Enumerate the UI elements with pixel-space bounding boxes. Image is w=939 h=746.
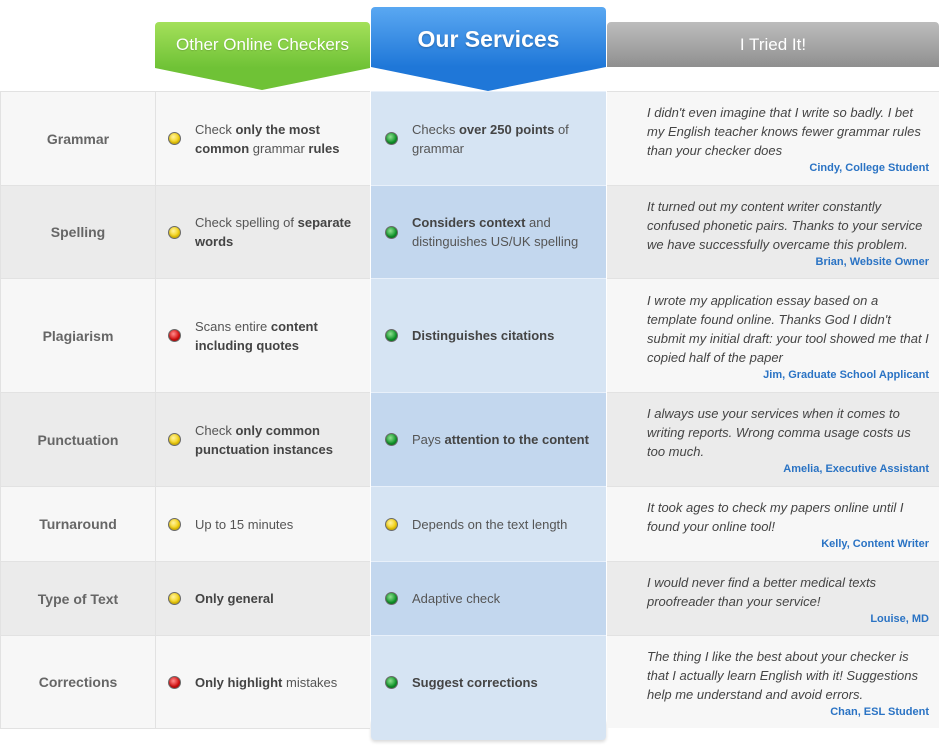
text-part: Depends on the text length: [412, 516, 568, 532]
text-part: only the most common: [195, 121, 320, 156]
text-part: grammar: [249, 140, 309, 156]
other-checkers-text: [195, 515, 293, 534]
testimonial-author: Jim, Graduate School Applicant: [763, 368, 929, 381]
feature-label: Spelling: [0, 185, 155, 278]
status-yellow-icon: [168, 226, 181, 239]
testimonial-author: Kelly, Content Writer: [821, 538, 929, 550]
status-green-icon: [385, 592, 398, 605]
status-green-icon: [385, 226, 398, 239]
our-services-cell: [371, 392, 606, 486]
other-checkers-header: Other Online Checkers: [155, 22, 370, 68]
status-green-icon: [385, 433, 398, 446]
feature-label: Grammar: [0, 91, 155, 185]
our-services-cell: [371, 561, 606, 635]
other-checkers-cell: [155, 561, 370, 635]
text-part: mistakes: [282, 674, 338, 690]
text-part: separate words: [195, 215, 352, 249]
status-yellow-icon: [385, 518, 398, 531]
text-part: Check: [195, 422, 236, 438]
our-services-cell: [371, 486, 606, 561]
testimonial-quote: I didn't even imagine that I write so badly. I bet my English teacher knows fewer grammar rules than your checker does: [647, 105, 921, 158]
text-part: Check: [195, 121, 236, 137]
status-yellow-icon: [168, 132, 181, 145]
testimonial-cell: [607, 561, 939, 635]
table-row: [0, 486, 939, 561]
text-part: Check spelling of: [195, 215, 298, 230]
other-checkers-cell: [155, 91, 370, 185]
testimonial-author: Chan, ESL Student: [830, 705, 929, 718]
testimonial-author: Brian, Website Owner: [815, 255, 929, 268]
other-checkers-text: [195, 421, 370, 459]
other-checkers-cell: [155, 392, 370, 486]
testimonial-cell: [607, 635, 939, 728]
testimonial-quote: It turned out my content writer constantly confused phonetic pairs. Thanks to your service we have successfully overcame this problem.: [647, 198, 923, 252]
our-services-text: [412, 589, 500, 608]
text-part: Distinguishes citations: [412, 328, 555, 343]
testimonial-quote: I always use your services when it comes to writing reports. Wrong comma usage costs us too much.: [647, 406, 911, 459]
testimonial-author: Amelia, Executive Assistant: [783, 463, 929, 475]
text-part: only common punctuation instances: [195, 422, 333, 457]
our-services-text: [412, 430, 589, 449]
status-red-icon: [168, 676, 181, 689]
text-part: Adaptive check: [412, 591, 501, 606]
testimonial-author: Cindy, College Student: [809, 162, 929, 174]
status-green-icon: [385, 132, 398, 145]
table-bottom-border-label: [0, 728, 155, 729]
other-checkers-text: [195, 673, 337, 692]
testimonial-quote: It took ages to check my papers online until I found your online tool!: [647, 500, 904, 534]
text-part: Considers context: [412, 215, 526, 230]
status-green-icon: [385, 329, 398, 342]
testimonial-cell: [607, 278, 939, 392]
our-services-text: [412, 673, 538, 692]
table-row: [0, 278, 939, 392]
feature-label: Plagiarism: [0, 278, 155, 392]
text-part: attention to the content: [444, 432, 589, 447]
other-checkers-text: [195, 120, 370, 158]
our-services-text: [412, 515, 567, 534]
status-yellow-icon: [168, 518, 181, 531]
our-services-cell: [371, 185, 606, 278]
table-row: [0, 185, 939, 278]
text-part: over 250 points: [458, 121, 555, 137]
feature-label: Punctuation: [0, 392, 155, 486]
other-checkers-header-arrow: [155, 68, 370, 90]
testimonial-cell: [607, 486, 939, 561]
table-row: [0, 392, 939, 486]
table-row: [0, 635, 939, 728]
status-yellow-icon: [168, 433, 181, 446]
other-checkers-text: [195, 589, 274, 608]
text-part: Only general: [195, 591, 274, 606]
testimonial-quote: I wrote my application essay based on a template found online. Thanks God I didn't submit my initial draft: your tool showed me that I copied half of the paper: [647, 292, 929, 365]
testimonial-cell: [607, 91, 939, 185]
text-part: Pays: [412, 432, 445, 447]
other-checkers-cell: [155, 278, 370, 392]
other-checkers-text: [195, 317, 370, 355]
feature-label: Corrections: [0, 635, 155, 728]
text-part: content including quotes: [195, 318, 318, 353]
status-green-icon: [385, 676, 398, 689]
other-checkers-cell: [155, 635, 370, 728]
table-row: [0, 561, 939, 635]
our-services-header: Our Services: [371, 7, 606, 67]
our-services-cell: [371, 91, 606, 185]
testimonial-cell: [607, 392, 939, 486]
testimonial-quote: I would never find a better medical texts proofreader than your service!: [647, 574, 877, 609]
other-checkers-text: [195, 213, 370, 251]
testimonial-author: Louise, MD: [870, 612, 929, 625]
our-services-text: [412, 213, 606, 251]
text-part: rules: [308, 140, 340, 156]
text-part: Checks: [412, 121, 459, 137]
our-services-text: [412, 120, 606, 158]
table-bottom-border: [155, 728, 370, 729]
text-part: of grammar: [412, 121, 569, 156]
i-tried-it-header: I Tried It!: [607, 22, 939, 67]
text-part: Suggest corrections: [412, 674, 538, 690]
text-part: Only highlight: [195, 674, 283, 690]
testimonial-cell: [607, 185, 939, 278]
table-row: [0, 91, 939, 185]
other-checkers-cell: [155, 486, 370, 561]
other-checkers-cell: [155, 185, 370, 278]
status-yellow-icon: [168, 592, 181, 605]
feature-label: Type of Text: [0, 561, 155, 635]
our-services-cell: [371, 278, 606, 392]
our-services-text: [412, 326, 554, 345]
status-red-icon: [168, 329, 181, 342]
feature-label: Turnaround: [0, 486, 155, 561]
our-services-cell: [371, 635, 606, 728]
text-part: Up to 15 minutes: [195, 516, 294, 532]
our-services-header-arrow: [371, 67, 606, 91]
text-part: and distinguishes US/UK spelling: [412, 215, 579, 249]
text-part: Scans entire: [195, 318, 271, 334]
testimonial-quote: The thing I like the best about your checker is that I actually learn English with it! Suggestions help me understand and avoid errors.: [647, 648, 918, 702]
